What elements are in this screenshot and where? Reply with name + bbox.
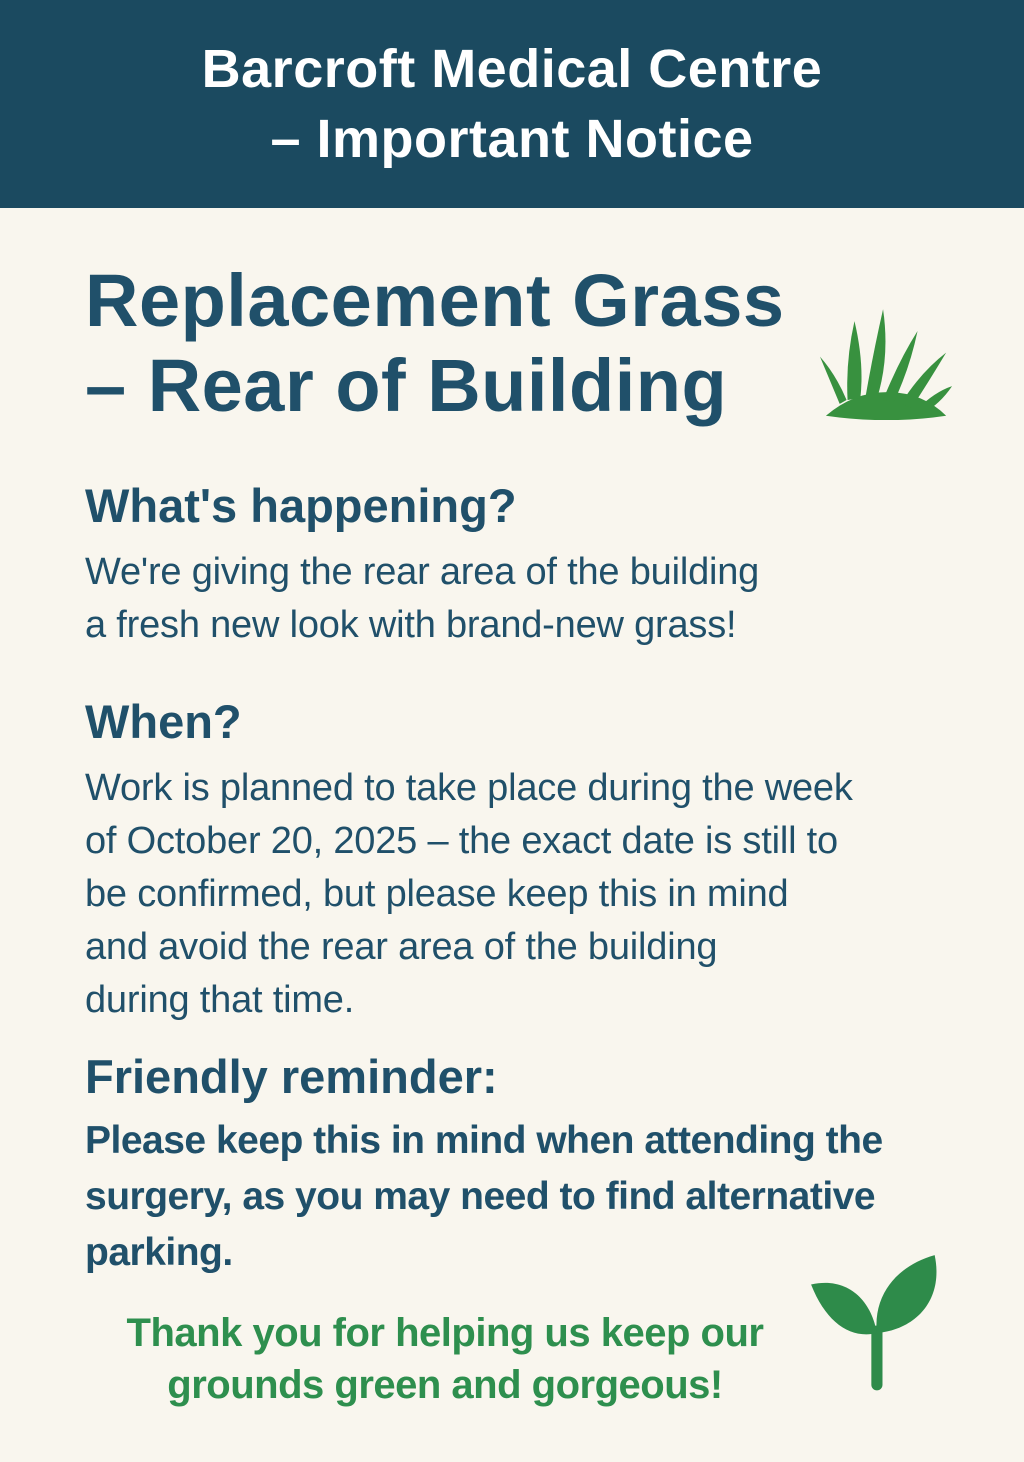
whats-happening-text bbox=[85, 546, 964, 652]
grass-clump-icon bbox=[818, 306, 956, 420]
section-friendly-reminder bbox=[85, 1049, 964, 1281]
text-line: and avoid the rear area of the building bbox=[85, 926, 718, 968]
thank-you-message bbox=[85, 1307, 805, 1411]
text-line: Please keep this in mind when attending the bbox=[85, 1119, 883, 1162]
when-heading: When? bbox=[85, 695, 242, 748]
notice-content bbox=[0, 258, 1024, 1411]
text-line: parking. bbox=[85, 1231, 233, 1274]
text-line: Work is planned to take place during the week bbox=[85, 767, 853, 809]
thank-you-line1: Thank you for helping us keep our bbox=[126, 1311, 764, 1355]
friendly-reminder-heading: Friendly reminder: bbox=[85, 1050, 498, 1103]
text-line: surgery, as you may need to find alternative bbox=[85, 1175, 876, 1218]
seedling-icon bbox=[806, 1252, 960, 1396]
thank-you-line2: grounds green and gorgeous! bbox=[167, 1363, 723, 1407]
text-line: a fresh new look with brand-new grass! bbox=[85, 604, 737, 646]
header-band bbox=[0, 0, 1024, 208]
header-title-line2: – Important Notice bbox=[270, 109, 754, 169]
whats-happening-heading: What's happening? bbox=[85, 479, 517, 532]
page-title-line2: – Rear of Building bbox=[85, 344, 728, 427]
header-title-line1: Barcroft Medical Centre bbox=[201, 39, 823, 99]
page-title-line1: Replacement Grass bbox=[85, 259, 785, 342]
text-line: be confirmed, but please keep this in mind bbox=[85, 873, 789, 915]
section-when bbox=[85, 694, 964, 1027]
text-line: during that time. bbox=[85, 979, 355, 1021]
text-line: We're giving the rear area of the building bbox=[85, 551, 760, 593]
text-line: of October 20, 2025 – the exact date is still to bbox=[85, 820, 838, 862]
when-text bbox=[85, 762, 964, 1027]
section-whats-happening bbox=[85, 478, 964, 652]
